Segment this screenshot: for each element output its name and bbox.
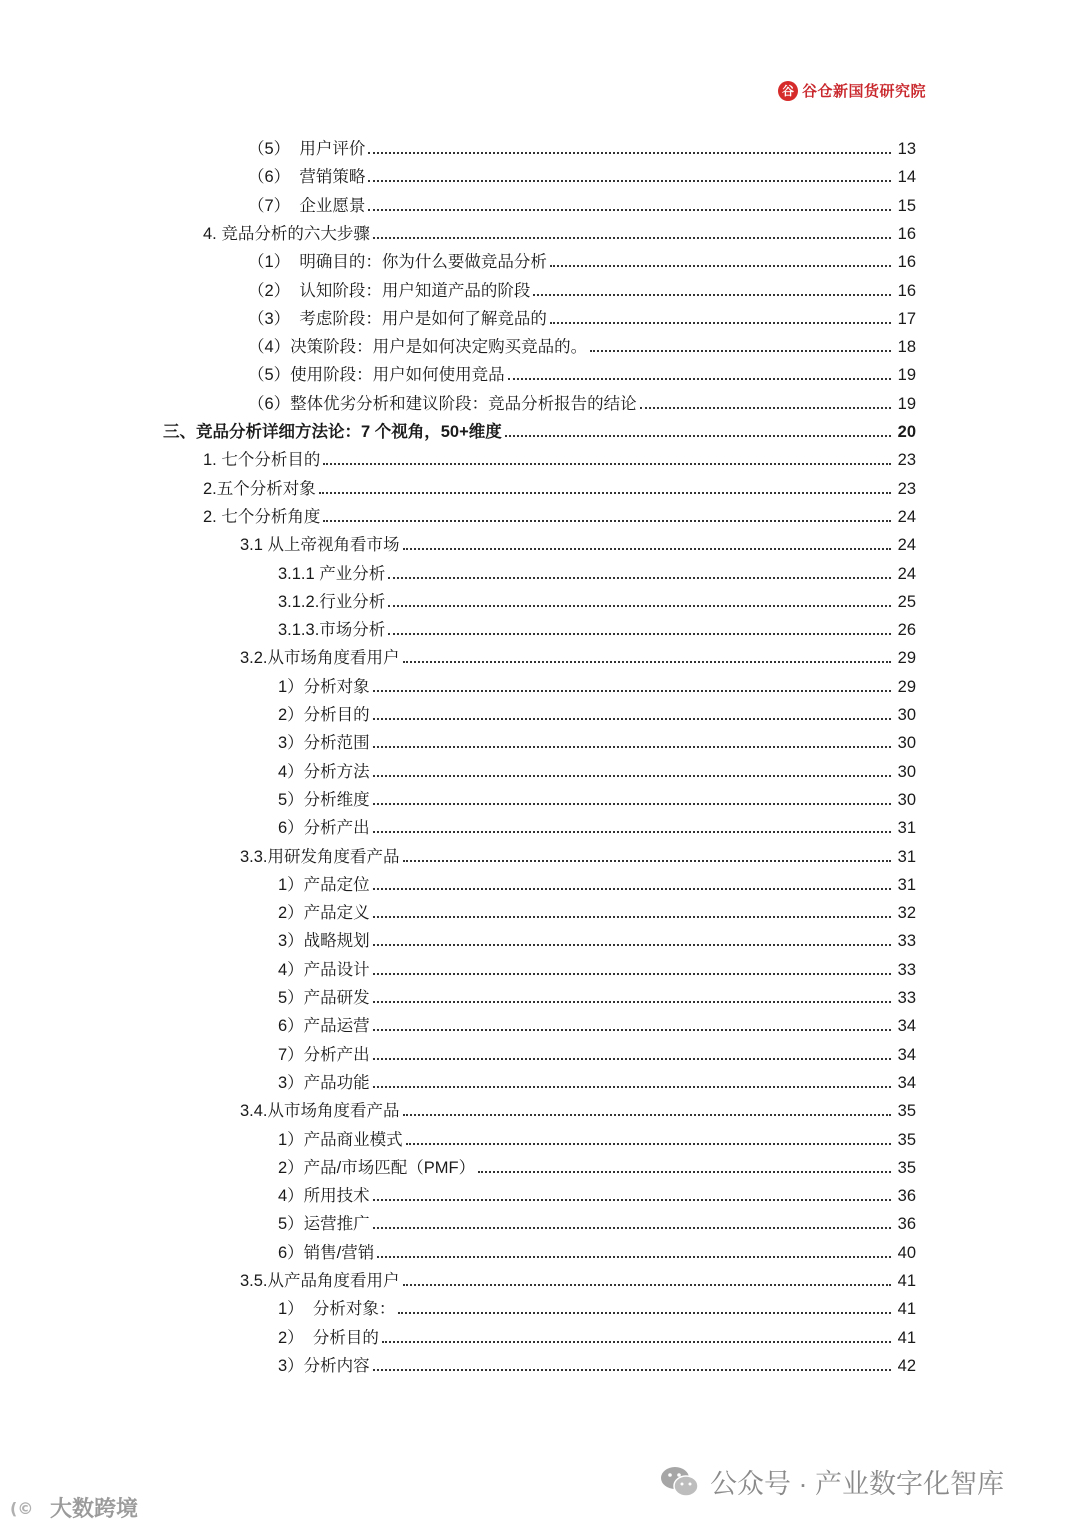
toc-leader-dots [373, 803, 891, 805]
toc-leader-dots [533, 294, 891, 296]
toc-entry-label: 4）产品设计 [278, 960, 370, 979]
toc-entry-page: 35 [897, 1158, 916, 1177]
toc-entry-label: 1）产品商业模式 [278, 1130, 403, 1149]
toc-entry[interactable] [163, 414, 916, 442]
toc-entry-label: 3）战略规划 [278, 932, 370, 951]
toc-entry-label: 3.5.从产品角度看用户 [240, 1272, 400, 1290]
toc-entry[interactable] [278, 697, 916, 725]
toc-entry-label: 5）分析维度 [278, 790, 370, 809]
toc-leader-dots [373, 1001, 891, 1003]
toc-entry-label: 6）销售/营销 [278, 1243, 375, 1262]
toc-entry-label: 3.1.1 产业分析 [278, 564, 386, 583]
toc-entry-label: （6）整体优劣分析和建议阶段：竞品分析报告的结论 [248, 394, 637, 413]
toc-entry[interactable] [278, 612, 916, 640]
toc-entry-page: 19 [897, 366, 916, 385]
toc-leader-dots [508, 378, 891, 380]
toc-entry-page: 34 [897, 1045, 916, 1064]
toc-leader-dots [373, 1199, 891, 1201]
toc-leader-dots [373, 831, 891, 833]
toc-entry-page: 40 [897, 1243, 916, 1262]
toc-entry-label: 3.1.3.市场分析 [278, 621, 386, 640]
toc-leader-dots [403, 860, 891, 862]
toc-entry-page: 29 [897, 677, 916, 696]
toc-entry-page: 33 [897, 989, 916, 1007]
toc-leader-dots [550, 265, 891, 267]
toc-entry[interactable] [278, 1206, 916, 1234]
toc-entry[interactable] [248, 131, 916, 159]
toc-leader-dots [373, 888, 891, 890]
toc-entry-label: 3）分析内容 [278, 1356, 370, 1375]
toc-leader-dots [403, 548, 891, 550]
toc-entry[interactable] [278, 952, 916, 980]
toc-leader-dots [373, 718, 891, 720]
toc-entry[interactable] [278, 810, 916, 838]
toc-entry-page: 16 [897, 253, 916, 272]
toc-entry-page: 35 [897, 1130, 916, 1149]
toc-entry-page: 17 [897, 309, 916, 328]
toc-entry[interactable] [248, 329, 916, 357]
toc-entry-page: 24 [897, 536, 916, 555]
toc-entry[interactable] [248, 188, 916, 216]
toc-entry-label: （4）决策阶段：用户是如何决定购买竞品的。 [248, 338, 588, 357]
toc-entry-label: （5）使用阶段：用户如何使用竞品 [248, 366, 505, 385]
toc-leader-dots [388, 633, 891, 635]
toc-entry-label: 5）运营推广 [278, 1215, 370, 1234]
toc-entry[interactable] [278, 895, 916, 923]
toc-entry-page: 30 [897, 706, 916, 724]
toc-entry-page: 34 [897, 1017, 916, 1036]
toc-leader-dots [373, 1227, 891, 1229]
toc-entry-label: 2） 分析目的 [278, 1328, 379, 1347]
toc-entry-label: 1）分析对象 [278, 677, 370, 696]
toc-entry-label: 1. 七个分析目的 [203, 451, 321, 470]
toc-entry-page: 19 [897, 394, 916, 413]
toc-entry-label: （2） 认知阶段：用户知道产品的阶段 [248, 281, 531, 300]
toc-entry-label: 4）所用技术 [278, 1187, 370, 1206]
toc-leader-dots [323, 463, 891, 465]
toc-entry[interactable] [248, 273, 916, 301]
toc-entry-page: 25 [897, 592, 916, 611]
toc-entry-label: 3）产品功能 [278, 1073, 370, 1092]
toc-entry[interactable] [248, 357, 916, 385]
toc-leader-dots [640, 407, 891, 409]
toc-entry-page: 29 [897, 649, 916, 668]
toc-entry[interactable] [240, 839, 916, 867]
toc-entry-label: 3.3.用研发角度看产品 [240, 847, 400, 866]
toc-entry-page: 32 [897, 904, 916, 923]
toc-entry-page: 33 [897, 932, 916, 951]
toc-leader-dots [403, 1114, 891, 1116]
toc-entry[interactable] [248, 159, 916, 187]
toc-entry-label: （6） 营销策略 [248, 168, 366, 187]
toc-entry-label: 3.2.从市场角度看用户 [240, 649, 400, 668]
toc-entry[interactable] [240, 527, 916, 555]
toc-leader-dots [406, 1143, 891, 1145]
toc-entry-page: 16 [897, 224, 916, 243]
toc-entry-page: 13 [897, 140, 916, 158]
toc-entry[interactable] [278, 1348, 916, 1376]
toc-entry[interactable] [278, 867, 916, 895]
toc-leader-dots [377, 1256, 891, 1258]
wechat-watermark [660, 1462, 1004, 1501]
toc-leader-dots [319, 492, 891, 494]
toc-entry[interactable] [278, 669, 916, 697]
toc-leader-dots [373, 1029, 891, 1031]
toc-entry-label: 4）分析方法 [278, 762, 370, 781]
toc-entry-label: 4. 竞品分析的六大步骤 [203, 224, 370, 243]
toc-leader-dots [382, 1341, 891, 1343]
source-watermark-text: 大数跨境 [50, 1496, 139, 1521]
toc-entry[interactable] [278, 1065, 916, 1093]
toc-leader-dots [373, 944, 891, 946]
toc-entry-page: 33 [897, 960, 916, 979]
toc-entry-page: 24 [897, 507, 916, 526]
toc-entry-page: 41 [897, 1272, 916, 1290]
brand-name: 谷仓新国货研究院 [802, 83, 927, 100]
toc-entry-page: 23 [897, 479, 916, 498]
toc-entry-page: 41 [897, 1300, 916, 1319]
toc-leader-dots [373, 746, 891, 748]
toc-entry-page: 36 [897, 1215, 916, 1234]
toc-leader-dots [388, 605, 891, 607]
toc-entry-label: 6）产品运营 [278, 1017, 370, 1036]
toc-entry-page: 30 [897, 790, 916, 809]
toc-leader-dots [590, 350, 891, 352]
toc-leader-dots [373, 1086, 891, 1088]
toc-entry-label: 3.1.2.行业分析 [278, 592, 386, 611]
toc-leader-dots [373, 916, 891, 918]
toc-entry[interactable] [240, 1263, 916, 1291]
toc-entry[interactable] [240, 1093, 916, 1121]
toc-entry-page: 26 [897, 621, 916, 640]
toc-entry-page: 30 [897, 762, 916, 781]
toc-entry-page: 42 [897, 1356, 916, 1375]
toc-entry-label: 三、竞品分析详细方法论：7 个视角，50+维度 [163, 423, 502, 441]
toc-entry-label: 7）分析产出 [278, 1045, 370, 1064]
toc-entry-page: 35 [897, 1102, 916, 1121]
toc-entry[interactable] [278, 923, 916, 951]
toc-entry[interactable] [278, 1008, 916, 1036]
source-logo-icon [10, 1498, 46, 1518]
toc-entry[interactable] [278, 1122, 916, 1150]
toc-entry[interactable] [248, 386, 916, 414]
toc-entry-page: 31 [897, 847, 916, 866]
toc-leader-dots [478, 1171, 891, 1173]
toc-entry-label: 3.4.从市场角度看产品 [240, 1102, 400, 1121]
toc-entry[interactable] [203, 442, 916, 470]
toc-entry-label: 2）产品定义 [278, 904, 370, 923]
toc-entry-page: 36 [897, 1187, 916, 1206]
toc-entry[interactable] [278, 782, 916, 810]
toc-entry-label: （7） 企业愿景 [248, 196, 366, 215]
toc-leader-dots [505, 435, 891, 437]
toc-entry[interactable] [278, 1150, 916, 1178]
toc-entry-page: 16 [897, 281, 916, 300]
toc-entry-page: 24 [897, 564, 916, 583]
toc-entry-page: 31 [897, 875, 916, 894]
toc-entry-label: （5） 用户评价 [248, 140, 366, 158]
toc-leader-dots [323, 520, 891, 522]
toc-leader-dots [373, 690, 891, 692]
toc-entry[interactable] [278, 980, 916, 1008]
toc-entry[interactable] [203, 216, 916, 244]
toc-entry-label: 1）产品定位 [278, 875, 370, 894]
toc-entry[interactable] [278, 1320, 916, 1348]
toc-entry-page: 41 [897, 1328, 916, 1347]
toc-leader-dots [403, 1284, 891, 1286]
toc-leader-dots [388, 577, 891, 579]
toc-entry-label: 3.1 从上帝视角看市场 [240, 536, 400, 555]
brand-logo-icon: 谷 [778, 81, 798, 101]
toc-entry-label: 2）分析目的 [278, 706, 370, 724]
toc-entry[interactable] [203, 499, 916, 527]
toc-entry-label: 5）产品研发 [278, 989, 370, 1007]
toc-leader-dots [403, 661, 891, 663]
toc-entry[interactable] [278, 584, 916, 612]
toc-entry-page: 15 [897, 196, 916, 215]
toc-entry-label: 2. 七个分析角度 [203, 507, 321, 526]
toc-leader-dots [398, 1312, 891, 1314]
toc-entry-label: 1） 分析对象： [278, 1300, 396, 1319]
toc-entry[interactable] [278, 556, 916, 584]
toc-entry[interactable] [278, 725, 916, 753]
toc-entry-label: 2.五个分析对象 [203, 479, 316, 498]
toc-entry[interactable] [278, 1235, 916, 1263]
toc-entry-page: 20 [897, 423, 916, 441]
source-watermark [10, 1492, 138, 1523]
toc-entry[interactable] [278, 754, 916, 782]
toc-entry-page: 34 [897, 1073, 916, 1092]
toc-entry-label: 2）产品/市场匹配（PMF） [278, 1158, 476, 1177]
toc-entry[interactable] [240, 640, 916, 668]
wechat-account-text: 公众号 · 产业数字化智库 [710, 1469, 1004, 1499]
toc-entry[interactable] [248, 244, 916, 272]
toc-entry-label: 6）分析产出 [278, 819, 370, 838]
toc-entry[interactable] [278, 1291, 916, 1319]
toc-leader-dots [373, 1369, 891, 1371]
toc-entry-page: 18 [897, 338, 916, 357]
svg-text:(©: (© [10, 1498, 34, 1518]
toc-entry-page: 31 [897, 819, 916, 838]
header-logo [778, 80, 926, 101]
toc-entry[interactable] [203, 471, 916, 499]
toc-leader-dots [373, 1058, 891, 1060]
toc-leader-dots [368, 209, 891, 211]
toc-leader-dots [368, 152, 891, 154]
wechat-icon [660, 1465, 700, 1499]
toc-entry-label: （3） 考虑阶段：用户是如何了解竞品的 [248, 309, 547, 328]
toc-entry-label: 3）分析范围 [278, 734, 370, 753]
toc-leader-dots [368, 180, 891, 182]
toc-entry-label: （1） 明确目的：你为什么要做竞品分析 [248, 253, 547, 272]
toc-leader-dots [373, 775, 891, 777]
toc-leader-dots [373, 973, 891, 975]
toc-entry-page: 14 [897, 168, 916, 187]
toc-entry[interactable] [278, 1037, 916, 1065]
toc-entry[interactable] [278, 1178, 916, 1206]
toc-entry[interactable] [248, 301, 916, 329]
toc-leader-dots [373, 237, 891, 239]
toc-leader-dots [550, 322, 891, 324]
toc-entry-page: 23 [897, 451, 916, 470]
toc-entry-page: 30 [897, 734, 916, 753]
